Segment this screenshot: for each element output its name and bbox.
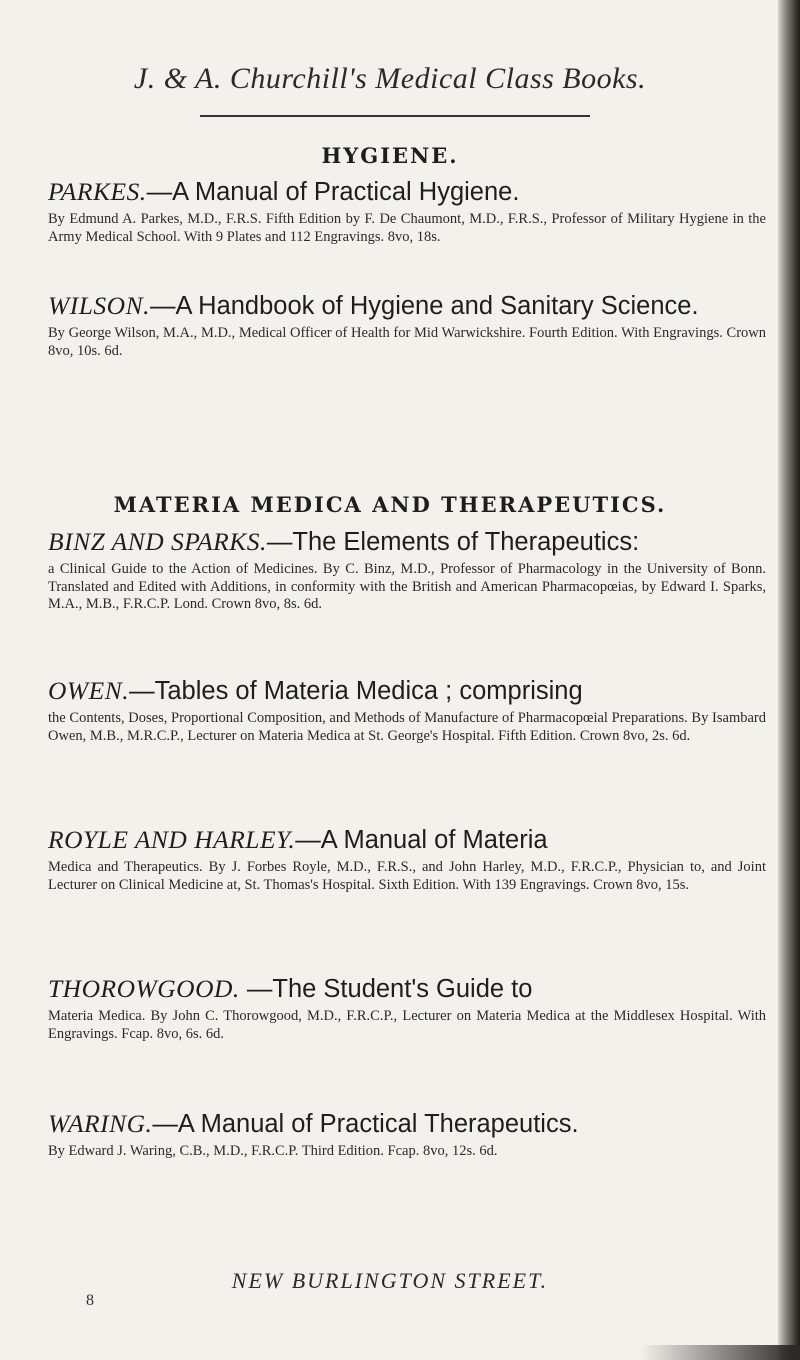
entry-heading: THOROWGOOD. —The Student's Guide to <box>48 974 533 1003</box>
entry-heading: PARKES.—A Manual of Practical Hygiene. <box>48 177 520 206</box>
entry-heading: BINZ AND SPARKS.—The Elements of Therapeutics: <box>48 527 640 556</box>
entry-body: Materia Medica. By John C. Thorowgood, M.D., F.R.C.P., Lecturer on Materia Medica at the Middlesex Hospital. With Engravings. Fcap. 8vo, 6s. 6d. <box>48 1008 766 1042</box>
entry-author: THOROWGOOD. <box>48 974 240 1003</box>
entry-title: A Manual of Practical Hygiene. <box>172 178 520 206</box>
entry-waring <box>48 1108 766 1161</box>
entry-author: ROYLE AND HARLEY. <box>48 825 296 854</box>
entry-author: PARKES. <box>48 177 147 206</box>
entry-body: a Clinical Guide to the Action of Medicines. By C. Binz, M.D., Professor of Pharmacology in the University of Bonn. Translated and Edited with Additions, in conformity with the British and American Pharmacopœias, by Edward I. Sparks, M.A., M.B., F.R.C.P. Lond. Crown 8vo, 8s. 6d. <box>48 561 766 613</box>
entry-body: By Edmund A. Parkes, M.D., F.R.S. Fifth Edition by F. De Chaumont, M.D., F.R.S., Professor of Military Hygiene in the Army Medical School. With 9 Plates and 112 Engravings. 8vo, 18s. <box>48 211 766 245</box>
entry-author: OWEN. <box>48 676 130 705</box>
entry-wilson <box>48 290 766 360</box>
section-title-materia-medica: MATERIA MEDICA AND THERAPEUTICS. <box>113 492 667 517</box>
entry-author: WARING. <box>48 1109 153 1138</box>
entry-body: Medica and Therapeutics. By J. Forbes Royle, M.D., F.R.S., and John Harley, M.D., F.R.C.P., Physician to, and Joint Lecturer on Clinical Medicine at, St. Thomas's Hospital. Sixth Edition. With 139 Engravings. Crown 8vo, 15s. <box>48 859 766 893</box>
entry-thorowgood <box>48 973 766 1043</box>
entry-owen <box>48 675 766 745</box>
entry-author: BINZ AND SPARKS. <box>48 527 267 556</box>
page-edge <box>778 0 800 1360</box>
running-head: J. & A. Churchill's Medical Class Books. <box>133 62 647 95</box>
entry-heading: OWEN.—Tables of Materia Medica ; comprising <box>48 676 583 705</box>
entry-body: the Contents, Doses, Proportional Composition, and Methods of Manufacture of Pharmacopœial Preparations. By Isambard Owen, M.B., M.R.C.P., Lecturer on Materia Medica at St. George's Hospital. Fifth Edition. Crown 8vo, 2s. 6d. <box>48 710 766 744</box>
entry-heading: WARING.—A Manual of Practical Therapeutics. <box>48 1109 579 1138</box>
entry-parkes <box>48 176 766 246</box>
entry-title: The Student's Guide to <box>272 975 533 1003</box>
entry-body: By Edward J. Waring, C.B., M.D., F.R.C.P. Third Edition. Fcap. 8vo, 12s. 6d. <box>48 1143 498 1159</box>
head-rule <box>200 115 590 117</box>
page-number: 8 <box>86 1292 94 1309</box>
page-corner-shadow <box>640 1345 800 1360</box>
section-title-hygiene: HYGIENE. <box>321 143 459 168</box>
entry-title: A Manual of Practical Therapeutics. <box>177 1110 579 1138</box>
entry-heading: ROYLE AND HARLEY.—A Manual of Materia <box>48 825 548 854</box>
entry-title: Tables of Materia Medica ; comprising <box>154 677 583 705</box>
footer-address: NEW BURLINGTON STREET. <box>231 1268 549 1293</box>
entry-title: The Elements of Therapeutics: <box>292 528 640 556</box>
entry-heading: WILSON.—A Handbook of Hygiene and Sanitary Science. <box>48 291 699 320</box>
entry-title: A Handbook of Hygiene and Sanitary Science. <box>175 292 699 320</box>
entry-title: A Manual of Materia <box>320 826 548 854</box>
entry-body: By George Wilson, M.A., M.D., Medical Officer of Health for Mid Warwickshire. Fourth Edition. With Engravings. Crown 8vo, 10s. 6d. <box>48 325 766 359</box>
entry-royle-harley <box>48 824 766 894</box>
entry-author: WILSON. <box>48 291 150 320</box>
entry-binz-sparks <box>48 526 766 614</box>
